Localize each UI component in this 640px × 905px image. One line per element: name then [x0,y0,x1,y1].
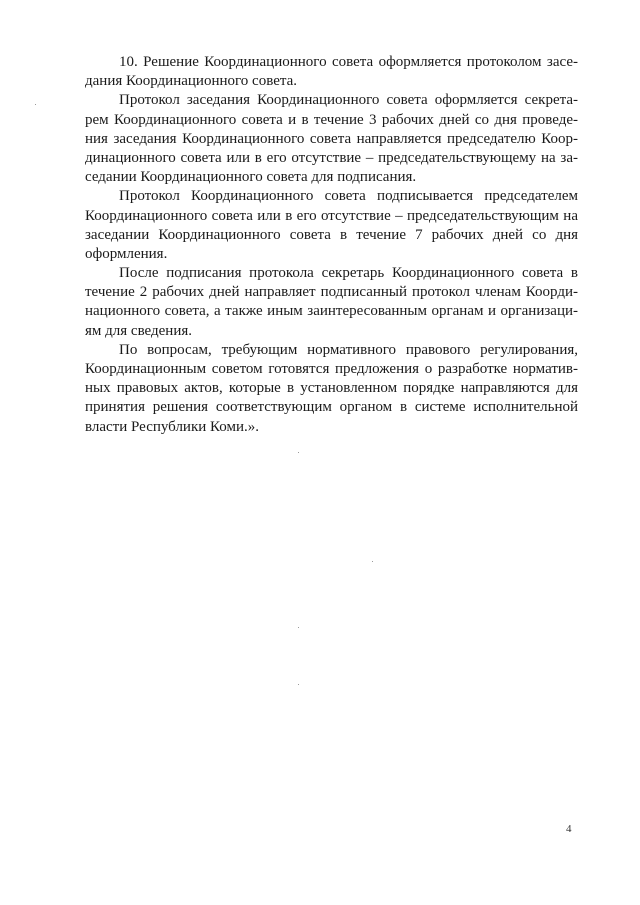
paragraph-3 [85,187,578,264]
text-line: дания Координационного совета. [85,73,297,90]
text-line: По вопросам, требующим нормативного правового регулирования, [119,341,578,358]
scan-speck [372,561,373,562]
scan-speck [298,684,299,685]
text-line: оформления. [85,245,168,262]
text-line: принятия решения соответствующим органом в системе исполнительной [85,399,578,416]
text-line: седании Координационного совета для подписания. [85,169,417,186]
text-line: течение 2 рабочих дней направляет подписанный протокол членам Коорди- [85,284,578,301]
paragraph-5 [85,341,578,437]
text-line: 10. Решение Координационного совета оформляется протоколом засе- [119,54,578,70]
text-line: ных правовых актов, которые в установленном порядке направляются для [85,380,578,397]
text-line: ям для сведения. [85,322,193,339]
paragraph-2 [85,91,578,187]
text-line: ния заседания Координационного совета направляется председателю Коор- [85,130,578,147]
text-line: Протокол Координационного совета подписывается председателем [119,188,578,205]
text-line: динационного совета или в его отсутствие – председательствующему на за- [85,149,578,166]
document-body [85,53,578,437]
text-line: Координационного совета или в его отсутствие – председательствующим на [85,207,578,224]
paragraph-1 [85,53,578,91]
scan-speck [298,452,299,453]
text-line: заседании Координационного совета в течение 7 рабочих дней со дня [85,226,578,243]
page-number: 4 [566,823,572,835]
text-line: власти Республики Коми.». [85,418,260,435]
scan-speck [298,627,299,628]
text-line: Протокол заседания Координационного совета оформляется секрета- [119,92,578,109]
text-line: национного совета, а также иным заинтересованным органам и организаци- [85,303,578,320]
text-line: После подписания протокола секретарь Координационного совета в [119,265,578,282]
paragraph-4 [85,264,578,341]
text-line: рем Координационного совета и в течение 3 рабочих дней со дня проведе- [85,111,578,128]
text-line: Координационным советом готовятся предложения о разработке норматив- [85,361,578,377]
scan-speck [35,104,36,105]
